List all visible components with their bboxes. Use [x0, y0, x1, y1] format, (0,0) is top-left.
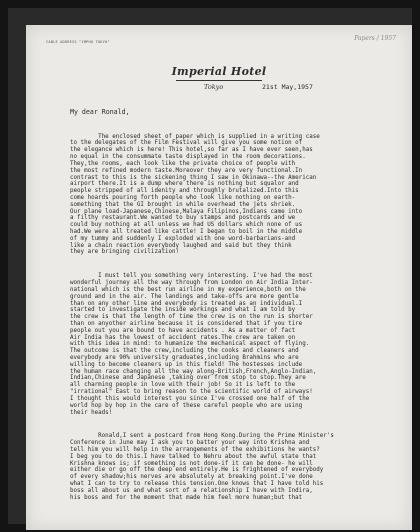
typed-line: like a chain reaction everybody laughed and said but they think: [70, 242, 292, 249]
typed-line: started to investigate the inside workings and what I am told by: [70, 307, 296, 314]
typed-line: with this idea in mind: to humanize the mechanical aspect of flying.: [70, 341, 310, 348]
typed-line: of my tummy and suddenly I exploded with one word-barbarians-and: [70, 235, 296, 242]
typed-line: "irrational" East to bring reason to the scientific world of airways!: [70, 389, 313, 396]
typed-line: could buy nothing at all unless we had US dollars which none of us: [70, 222, 303, 229]
typed-line: Our plane load-Japanese,Chinese,Malaya Filipinos,Indians came into: [70, 208, 303, 215]
typed-line: ground and in the air. The landings and take-offs are more gentle: [70, 293, 299, 300]
archive-pencil-note: Papers / 1957: [354, 35, 396, 42]
typed-line: airport there.It is a dump where there is nothing but squalor and: [70, 181, 299, 188]
letter-sheet: [26, 25, 412, 530]
typed-line: come hoards pouring forth people who look like nothing on earth-: [70, 194, 296, 201]
typed-line: people stripped of all idenity and throughly brutalized.Into this: [70, 188, 299, 195]
paragraph-krishna: [70, 433, 400, 501]
typed-line: the most refined modern taste.Moreover they are very functional.In: [70, 167, 303, 174]
typed-line: than on any other line and everybody is treated as an individual.I: [70, 300, 303, 307]
typed-line: a filthy restaurant.We wanted to buy stamps and postcards and we: [70, 215, 296, 222]
typed-line: boss all about us and what sort of a relationship I have with Indira,: [70, 487, 313, 494]
typed-line: no equal in the consummate taste displayed in the room decorations.: [70, 154, 306, 161]
typed-line: The outcome is that the crew,including the cooks and cleaners and: [70, 348, 299, 355]
typed-line: to the delegates of the Film Festival will give you some notion of: [70, 140, 303, 147]
typed-line: I must tell you something very interesting. I've had the most: [70, 273, 313, 280]
typed-line: the elegance which is here! This hotel,so far as I have ever seen,has: [70, 147, 313, 154]
typed-line: I beg you to do this.I have talked to Nehru about the awful state that: [70, 453, 317, 460]
typed-line: Ronald,I sent a postcard from Hong Kong.During the Prime Minister's: [70, 433, 334, 440]
typed-line: than on anyother airline because it is considered that if you tire: [70, 320, 303, 327]
typed-line: everybody are 90% university graduates,including Brahmins who are: [70, 355, 299, 362]
typed-line: either die or go off the deep end entirely.He is frightened of everybody: [70, 467, 324, 474]
typed-line: tell him you will help in the arrangements of the exhibitions he wants?: [70, 446, 320, 453]
typed-line: their heads!: [70, 409, 113, 416]
typed-line: contrast to this is the sickening thing I saw in Okinawa--the American: [70, 174, 317, 181]
typed-line: Krishna knows is; if something is not done-if it can be done- he will: [70, 460, 313, 467]
typed-line: Indian,Chinese and Japanese ,taking over from stop to stop.They are: [70, 375, 306, 382]
typed-line: Conference in June may I ask you to batter your way into Krishna and: [70, 440, 310, 447]
typed-line: They,the rooms, each look like the private choice of people with: [70, 160, 296, 167]
typed-line: the human race changing all the way along-British,French,Anglo-Indian,: [70, 368, 317, 375]
paragraph-hotel-and-okinawa: [70, 134, 400, 257]
letter-date: 21st May,1957: [262, 83, 313, 91]
salutation: My dear Ronald,: [70, 108, 130, 116]
document-frame: [8, 8, 412, 524]
typed-line: the crew is that the length of time the crew is on the run is shorter: [70, 314, 313, 321]
typed-line: willing to become cleaners up in this field! The hostesses include: [70, 361, 303, 368]
typed-line: I thought this would interest you since I've crossed one half of the: [70, 395, 310, 402]
paragraph-air-india: [70, 273, 400, 416]
typed-line: Air India has the lowest of accident rates.The crew are taken on: [70, 334, 296, 341]
typed-line: people out you are bound to have accidents . As a matter of fact: [70, 327, 296, 334]
cable-address: CABLE ADDRESS "IMPHO TOKYO": [46, 40, 110, 44]
letterhead-hotel-name: Imperial Hotel: [171, 65, 267, 78]
letterhead-city: Tokyo: [204, 83, 224, 91]
typed-line: The enclosed sheet of paper which is supplied in a writing case: [70, 133, 320, 140]
typed-line: had.We were all treated like cattle! I began to boil in the middle: [70, 229, 303, 235]
typed-line: they are bringing civilization!: [70, 249, 180, 256]
typed-line: what I can to try to release this tension.One knows that I have told his: [70, 481, 324, 488]
typed-line: world hop by hop in the care of these careful people who are using: [70, 402, 303, 409]
typed-line: all charming people in love with their job! So it is left to the: [70, 382, 296, 389]
typed-line: his boss and for the moment that made him feel more human;but that: [70, 494, 303, 501]
typed-line: of every shadow;his nerves are absolutely at breaking point.I've done: [70, 474, 313, 481]
letterhead-rule: [176, 80, 262, 81]
typed-line: wonderful journey all the way through from London on Air India Inter-: [70, 280, 313, 287]
typed-line: something that the GI brought in while overhead the jets shriek.: [70, 201, 296, 208]
typed-line: national which is the best run airline in my experience,both on the: [70, 286, 306, 293]
letter-body: [70, 120, 400, 518]
